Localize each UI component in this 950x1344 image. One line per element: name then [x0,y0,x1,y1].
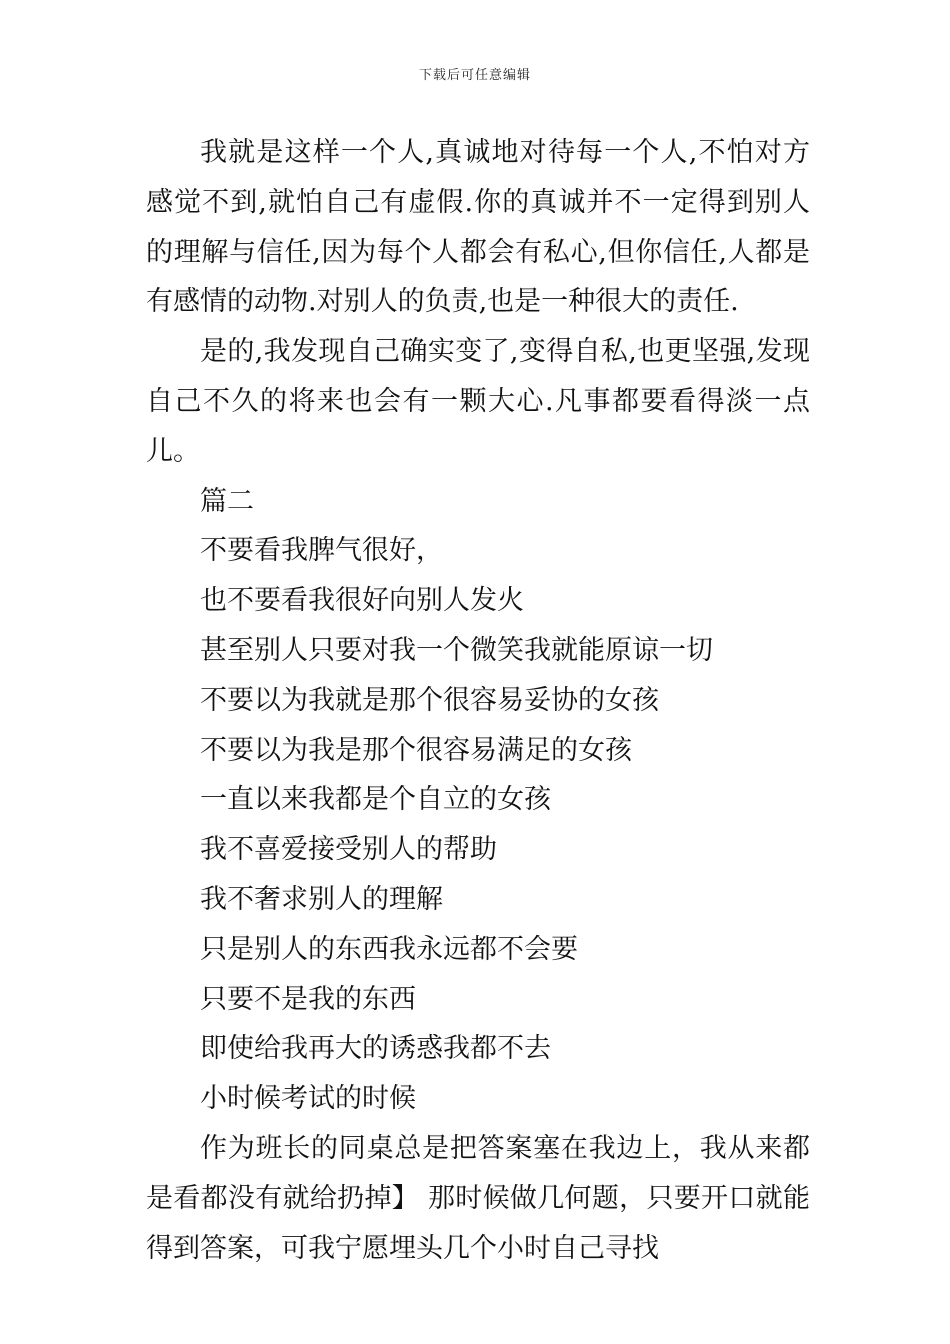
section-title: 篇二 [200,485,254,517]
poem-line: 即使给我再大的诱惑我都不去 [200,1033,551,1065]
paragraph-1: 我就是这样一个人,真诚地对待每一个人,不怕对方感觉不到,就怕自己有虚假.你的真诚并不一定得到别人的理解与信任,因为每个人都会有私心,但你信任,人都是有感情的动物.对别人的负责,也是一种很大的责任. [146,137,810,318]
poem-line: 甚至别人只要对我一个微笑我就能原谅一切 [200,634,713,666]
paragraph-3: 作为班长的同桌总是把答案塞在我边上，我从来都是看都没有就给扔掉】 那时候做几何题，只要开口就能得到答案，可我宁愿埋头几个小时自己寻找 [146,1132,810,1264]
poem-line: 我不喜爱接受别人的帮助 [200,834,497,866]
poem-line: 也不要看我很好向别人发火 [200,585,524,617]
poem-line: 不要以为我就是那个很容易妥协的女孩 [200,684,659,716]
poem-line: 小时候考试的时候 [200,1083,416,1115]
poem-line: 不要以为我是那个很容易满足的女孩 [200,734,632,766]
paragraph-2: 是的,我发现自己确实变了,变得自私,也更坚强,发现自己不久的将来也会有一颗大心.凡事都要看得淡一点儿。 [146,336,810,467]
page-header-note: 下载后可任意编辑 [418,68,531,83]
poem-line: 我不奢求别人的理解 [200,883,443,915]
poem-line: 不要看我脾气很好， [200,535,443,567]
poem-line: 只是别人的东西我永远都不会要 [200,933,578,965]
poem-line: 一直以来我都是个自立的女孩 [200,784,551,816]
poem-line: 只要不是我的东西 [200,983,416,1015]
document-body [146,128,810,1273]
